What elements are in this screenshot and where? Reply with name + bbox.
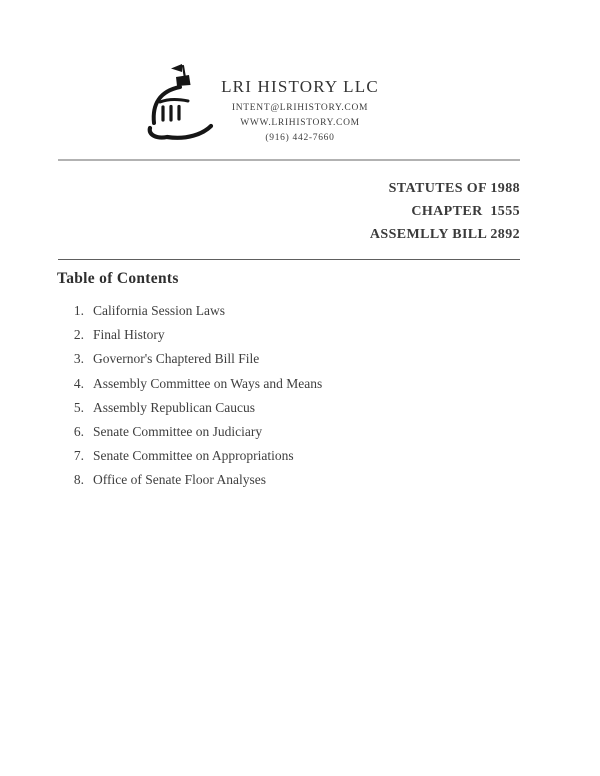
chapter-line: CHAPTER 1555 [411,204,520,219]
company-name: LRI HISTORY LLC [221,77,379,96]
letterhead-text [200,76,400,146]
toc-item-label: Office of Senate Floor Analyses [93,472,266,488]
toc-item-label: Governor's Chaptered Bill File [93,351,260,367]
toc-item-label: California Session Laws [93,303,225,318]
company-website: WWW.LRIHISTORY.COM [240,118,360,128]
toc-item-number: 2. [73,327,84,343]
statute-reference-block [370,177,520,246]
toc-item-label: Assembly Committee on Ways and Means [93,375,323,391]
toc-item-number: 5. [73,399,84,415]
toc-item-number: 3. [73,351,84,367]
toc-item [69,444,322,468]
toc-item [69,323,322,347]
toc-item-label: Senate Committee on Judiciary [93,424,263,440]
toc-title: Table of Contents [57,270,179,287]
toc-item [69,299,322,323]
toc-item [69,372,322,396]
divider-top [58,159,520,161]
toc-item-label: Final History [93,327,165,343]
toc-item-number: 7. [73,448,84,464]
toc-item [69,468,322,492]
statutes-line: STATUTES OF 1988 [388,181,520,196]
assembly-bill-line: ASSEMLLY BILL 2892 [369,227,520,242]
divider-bottom [58,259,520,260]
toc-item-number: 1. [73,303,84,318]
company-email: INTENT@LRIHISTORY.COM [231,103,369,113]
toc-item-label: Senate Committee on Appropriations [93,448,294,464]
toc-item [69,420,322,444]
toc-item [69,396,322,420]
toc-item-number: 6. [73,424,84,440]
toc-list [69,299,322,493]
toc-item [69,347,322,371]
company-phone: (916) 442-7660 [265,133,335,143]
toc-item-number: 4. [73,375,84,391]
toc-item-number: 8. [73,472,84,488]
toc-item-label: Assembly Republican Caucus [93,399,255,415]
